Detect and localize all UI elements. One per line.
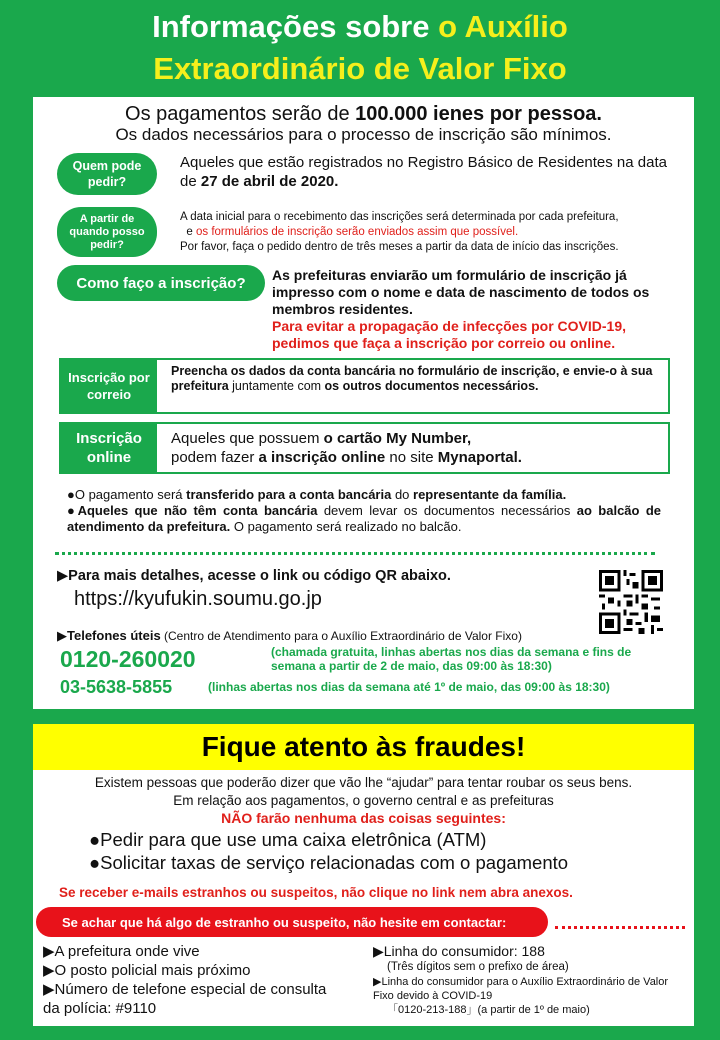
website-link[interactable]: https://kyufukin.soumu.go.jp bbox=[74, 588, 322, 610]
who-label: Quem pode pedir? bbox=[57, 153, 157, 195]
header-line-2: Extraordinário de Valor Fixo bbox=[153, 51, 567, 86]
email-warning: Se receber e-mails estranhos ou suspeitos, não clique no link nem abra anexos. bbox=[59, 885, 573, 900]
fraud-intro-1: Existem pessoas que poderão dizer que vão lhe “ajudar” para tentar roubar os seus bens. bbox=[94, 775, 633, 790]
fraud-bullet-atm: ●Pedir para que use uma caixa eletrônica (ATM) bbox=[89, 829, 487, 850]
fraud-intro-2: Em relação aos pagamentos, o governo central e as prefeituras bbox=[173, 793, 554, 808]
contact-dotted-line bbox=[555, 926, 685, 929]
mail-application-box bbox=[59, 358, 670, 414]
who-text: Aqueles que estão registrados no Registro Básico de Residentes na data de 27 de abril de 2020. bbox=[180, 154, 667, 190]
contact-banner: Se achar que há algo de estranho ou suspeito, não hesite em contactar: bbox=[36, 907, 548, 937]
when-text: A data inicial para o recebimento das inscrições será determinada por cada prefeitura, e os formulários de inscrição serão enviados assim que possível. Por favor, faça o pedido dentro de três meses a partir da data de início das inscrições. bbox=[180, 211, 619, 253]
online-text: Aqueles que possuem o cartão My Number, podem fazer a inscrição online no site Mynaportal. bbox=[171, 430, 522, 466]
fraud-warning-panel bbox=[33, 724, 694, 1026]
when-label: A partir de quando posso pedir? bbox=[57, 207, 157, 257]
qr-code-icon[interactable] bbox=[599, 570, 663, 634]
fraud-title: Fique atento às fraudes! bbox=[33, 724, 694, 770]
online-label: Inscrição online bbox=[61, 424, 157, 472]
how-label: Como faço a inscrição? bbox=[57, 265, 265, 301]
header-line-1: Informações sobre o Auxílio bbox=[152, 9, 568, 44]
dotted-divider bbox=[55, 552, 655, 555]
phone-number-1[interactable]: 0120-260020 bbox=[60, 646, 196, 672]
mail-label: Inscrição por correio bbox=[61, 360, 157, 412]
fraud-bullet-fees: ●Solicitar taxas de serviço relacionadas com o pagamento bbox=[89, 852, 569, 873]
payment-amount: Os pagamentos serão de 100.000 ienes por pessoa. bbox=[125, 103, 602, 125]
phone-number-1-note: (chamada gratuita, linhas abertas nos dias da semana e fins de semana a partir de 2 de maio, das 09:00 às 18:30) bbox=[271, 645, 632, 673]
phone-number-2[interactable]: 03-5638-5855 bbox=[60, 677, 173, 697]
mail-text: Preencha os dados da conta bancária no formulário de inscrição, e envie-o à sua prefeitura juntamente com os outros documentos necessários. bbox=[171, 364, 653, 393]
phones-heading: ▶Telefones úteis (Centro de Atendimento para o Auxílio Extraordinário de Valor Fixo) bbox=[57, 628, 522, 643]
contact-list-right: ▶Linha do consumidor: 188 (Três dígitos sem o prefixo de área) ▶Linha do consumidor para o Auxílio Extraordinário de Valor Fixo devido à COVID-19 「0120-213-188」(a partir de 1º de maio) bbox=[373, 943, 669, 1016]
minimal-data-note: Os dados necessários para o processo de inscrição são mínimos. bbox=[115, 125, 612, 144]
how-text: As prefeituras enviarão um formulário de inscrição já impresso com o nome e data de nascimento de todos os membros residentes. Para evitar a propagação de infecções por COVID-19, pedimos que faça a inscrição por correio ou online. bbox=[272, 267, 650, 351]
online-application-box bbox=[59, 422, 670, 474]
payment-notes: ●O pagamento será transferido para a conta bancária do representante da família. ●Aqueles que não têm conta bancária devem levar os documentos necessários ao balcão de atendimento da prefeitura. O pagamento será realizado no balcão. bbox=[67, 487, 661, 534]
phone-number-2-note: (linhas abertas nos dias da semana até 1º de maio, das 09:00 às 18:30) bbox=[208, 680, 610, 694]
details-heading: ▶Para mais detalhes, acesse o link ou código QR abaixo. bbox=[57, 568, 451, 584]
info-panel bbox=[33, 97, 694, 709]
fraud-intro-3: NÃO farão nenhuma das coisas seguintes: bbox=[221, 810, 506, 826]
contact-list-left: ▶A prefeitura onde vive ▶O posto policial mais próximo ▶Número de telefone especial de consulta da polícia: #9110 bbox=[43, 943, 327, 1017]
page-header bbox=[0, 6, 720, 90]
